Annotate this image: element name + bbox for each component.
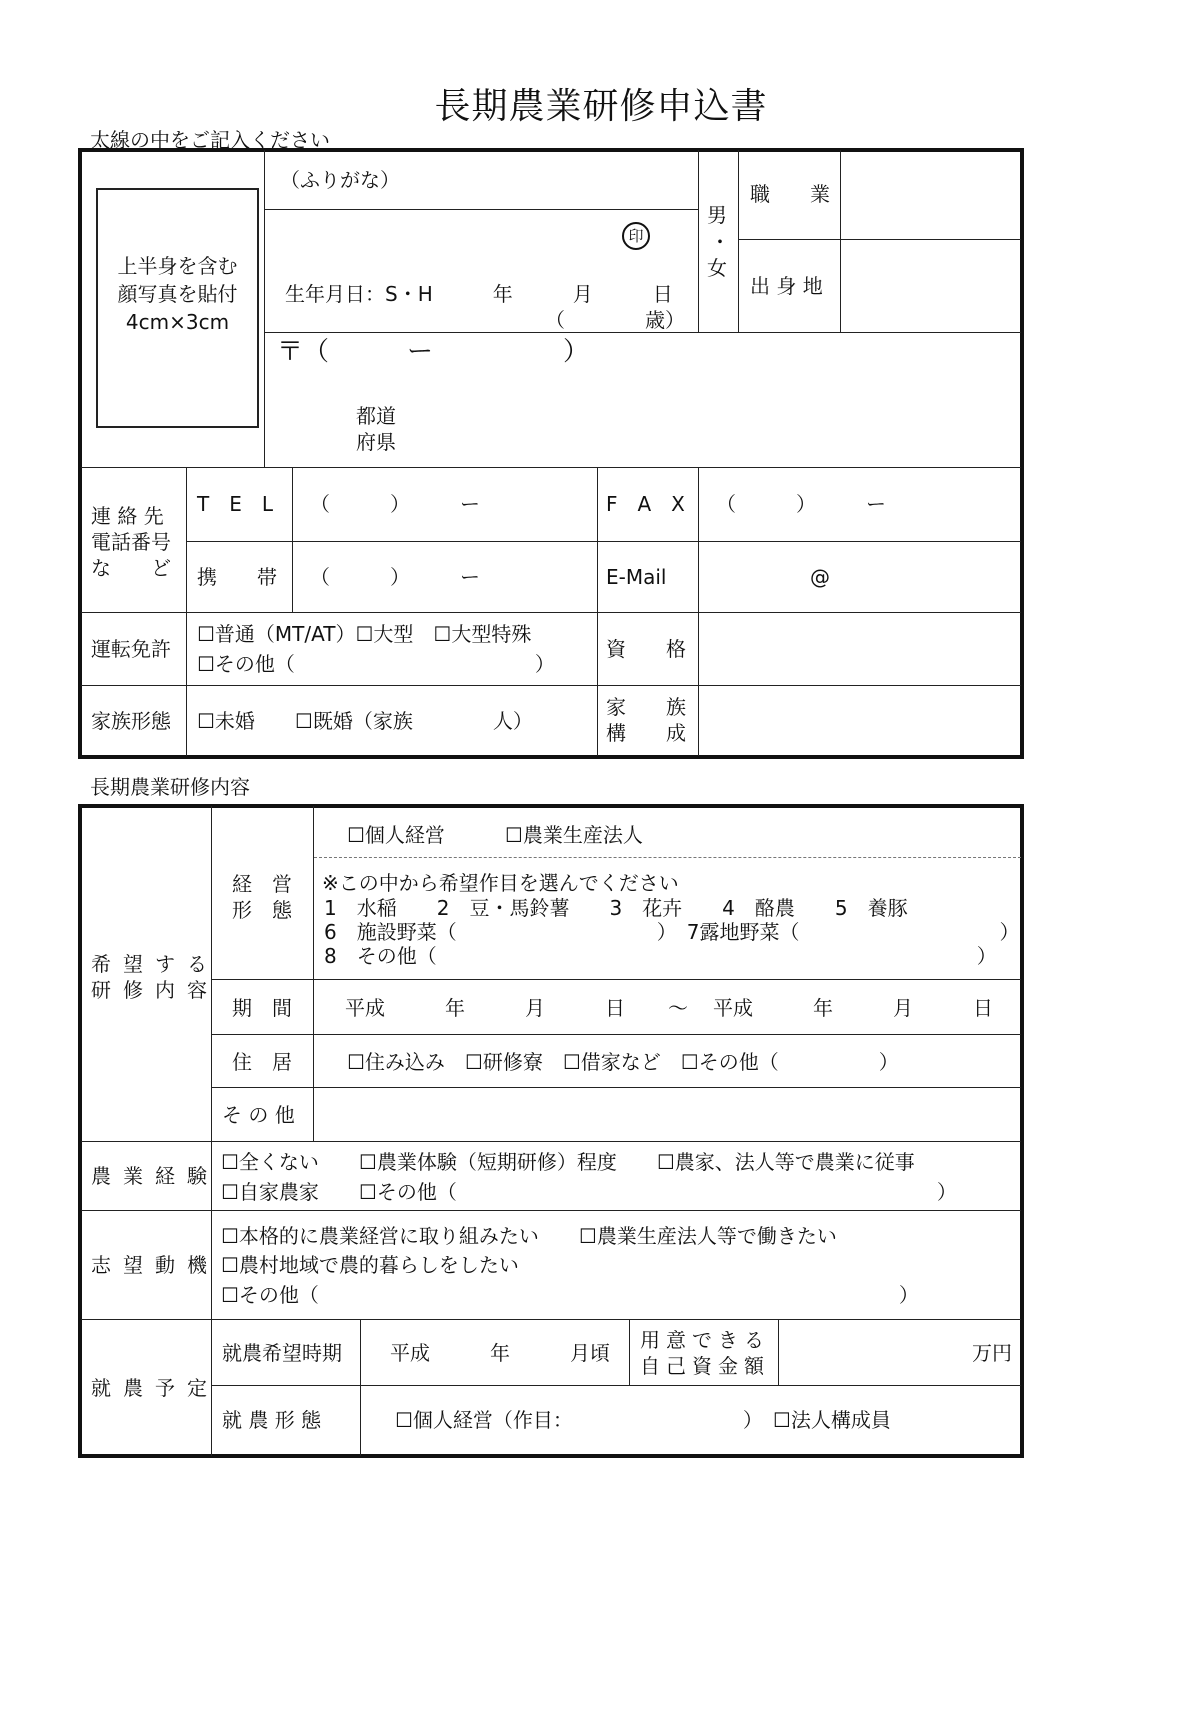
- photo-instruction: 顔写真を貼付: [117, 282, 238, 306]
- residence-label: 住 居: [232, 1050, 292, 1074]
- plan-form-options[interactable]: ☐個人経営（作目： ） ☐法人構成員: [395, 1408, 891, 1432]
- period-tilde: 〜: [668, 996, 688, 1020]
- page-title: 長期農業研修申込書: [434, 86, 768, 127]
- grid-line: [212, 1385, 1021, 1386]
- birthplace-label: 出 身 地: [750, 274, 823, 298]
- grid-line: [212, 1087, 1021, 1088]
- experience-options[interactable]: ☐全くない ☐農業体験（短期研修）程度 ☐農家、法人等で農業に従事: [221, 1150, 915, 1174]
- grid-line: [81, 612, 1021, 613]
- tel-label: T E L: [197, 492, 273, 516]
- crop-options[interactable]: 6 施設野菜（ ） 7露地野菜（ ）: [324, 920, 1020, 944]
- grid-line: [212, 1034, 1021, 1035]
- prefecture-label: 都道: [356, 404, 396, 428]
- email-field[interactable]: @: [810, 565, 830, 589]
- plan-time-field[interactable]: 平成 年 月頃: [390, 1341, 610, 1365]
- license-other[interactable]: ☐その他（ ）: [197, 652, 555, 676]
- plan-form-label: 就 農 形 態: [222, 1408, 322, 1432]
- contact-label: 電話番号: [91, 530, 171, 554]
- sex-male-option[interactable]: 男: [707, 203, 727, 227]
- motive-options[interactable]: ☐その他（ ）: [221, 1283, 919, 1307]
- motive-label: 志望動機: [91, 1253, 219, 1277]
- grid-line: [265, 209, 698, 210]
- photo-instruction: 上半身を含む: [117, 254, 238, 278]
- other-label: そ の 他: [222, 1103, 295, 1127]
- grid-line: [264, 150, 265, 467]
- residence-options[interactable]: ☐住み込み ☐研修寮 ☐借家など ☐その他（ ）: [347, 1050, 899, 1074]
- grid-line: [211, 806, 212, 1456]
- qualification-label: 資 格: [606, 637, 686, 661]
- funds-label: 用意できる: [640, 1328, 770, 1352]
- crop-options[interactable]: 1 水稲 2 豆・馬鈴薯 3 花卉 4 酪農 5 養豚: [324, 896, 908, 920]
- mobile-label: 携 帯: [197, 565, 277, 589]
- dashed-line: [314, 857, 1021, 858]
- furigana-label: （ふりがな）: [280, 168, 400, 192]
- plan-label: 就農予定: [91, 1376, 219, 1400]
- grid-line: [81, 1210, 1021, 1211]
- management-label: 経 営: [232, 872, 292, 896]
- grid-line: [840, 150, 841, 332]
- photo-size: 4cm×3cm: [125, 310, 230, 334]
- period-end-field[interactable]: 平成 年 月 日: [713, 996, 993, 1020]
- period-label: 期 間: [232, 996, 292, 1020]
- grid-line: [81, 685, 1021, 686]
- grid-line: [81, 1319, 1021, 1320]
- fax-label: F A X: [606, 492, 685, 516]
- grid-line: [292, 468, 293, 612]
- grid-line: [739, 239, 1021, 240]
- plan-time-label: 就農希望時期: [222, 1341, 342, 1365]
- section-title: 長期農業研修内容: [90, 775, 250, 799]
- grid-line: [81, 1141, 1021, 1142]
- email-label: E-Mail: [606, 565, 667, 589]
- crop-note: ※この中から希望作目を選んでください: [322, 871, 679, 895]
- occupation-label: 職 業: [750, 182, 830, 206]
- grid-line: [81, 467, 1021, 468]
- postal-code-field[interactable]: 〒（ ー ）: [277, 337, 590, 367]
- funds-unit: 万円: [972, 1341, 1012, 1365]
- photo-box[interactable]: [96, 188, 259, 428]
- motive-options[interactable]: ☐本格的に農業経営に取り組みたい ☐農業生産法人等で働きたい: [221, 1224, 837, 1248]
- mobile-field[interactable]: （ ） ー: [310, 565, 480, 589]
- grid-line: [212, 979, 1021, 980]
- grid-line: [629, 1320, 630, 1385]
- instruction-note: 太線の中をご記入ください: [90, 128, 330, 152]
- fax-field[interactable]: （ ） ー: [716, 492, 886, 516]
- grid-line: [360, 1320, 361, 1456]
- license-label: 運転免許: [91, 637, 171, 661]
- contact-label: 連 絡 先: [91, 504, 164, 528]
- training-label: 研修内容: [91, 978, 219, 1002]
- family-composition-label: 家 族: [606, 695, 686, 719]
- grid-line: [698, 150, 699, 332]
- training-label: 希望する: [91, 952, 219, 976]
- tel-field[interactable]: （ ） ー: [310, 492, 480, 516]
- sex-female-option[interactable]: 女: [707, 256, 727, 280]
- family-status-options[interactable]: ☐未婚 ☐既婚（家族 人）: [197, 709, 533, 733]
- crop-options[interactable]: 8 その他（ ）: [324, 944, 997, 968]
- contact-label: な ど: [91, 556, 171, 580]
- management-label: 形 態: [232, 898, 292, 922]
- grid-line: [778, 1320, 779, 1385]
- motive-options[interactable]: ☐農村地域で農的暮らしをしたい: [221, 1253, 519, 1277]
- period-start-field[interactable]: 平成 年 月 日: [345, 996, 625, 1020]
- experience-label: 農業経験: [91, 1164, 219, 1188]
- management-options[interactable]: ☐個人経営 ☐農業生産法人: [347, 823, 643, 847]
- family-composition-label: 構 成: [606, 721, 686, 745]
- sex-separator: ・: [710, 230, 730, 254]
- prefecture-label: 府県: [356, 430, 396, 454]
- age-field[interactable]: （ 歳）: [545, 308, 685, 332]
- experience-options[interactable]: ☐自家農家 ☐その他（ ）: [221, 1180, 957, 1204]
- funds-label: 自己資金額: [640, 1354, 770, 1378]
- grid-line: [738, 150, 739, 332]
- family-status-label: 家族形態: [91, 709, 171, 733]
- license-options[interactable]: ☐普通（MT/AT）☐大型 ☐大型特殊: [197, 622, 532, 646]
- seal-icon: 印: [622, 222, 650, 250]
- birthdate-field[interactable]: 生年月日：S・H 年 月 日: [285, 282, 673, 306]
- grid-line: [187, 541, 1021, 542]
